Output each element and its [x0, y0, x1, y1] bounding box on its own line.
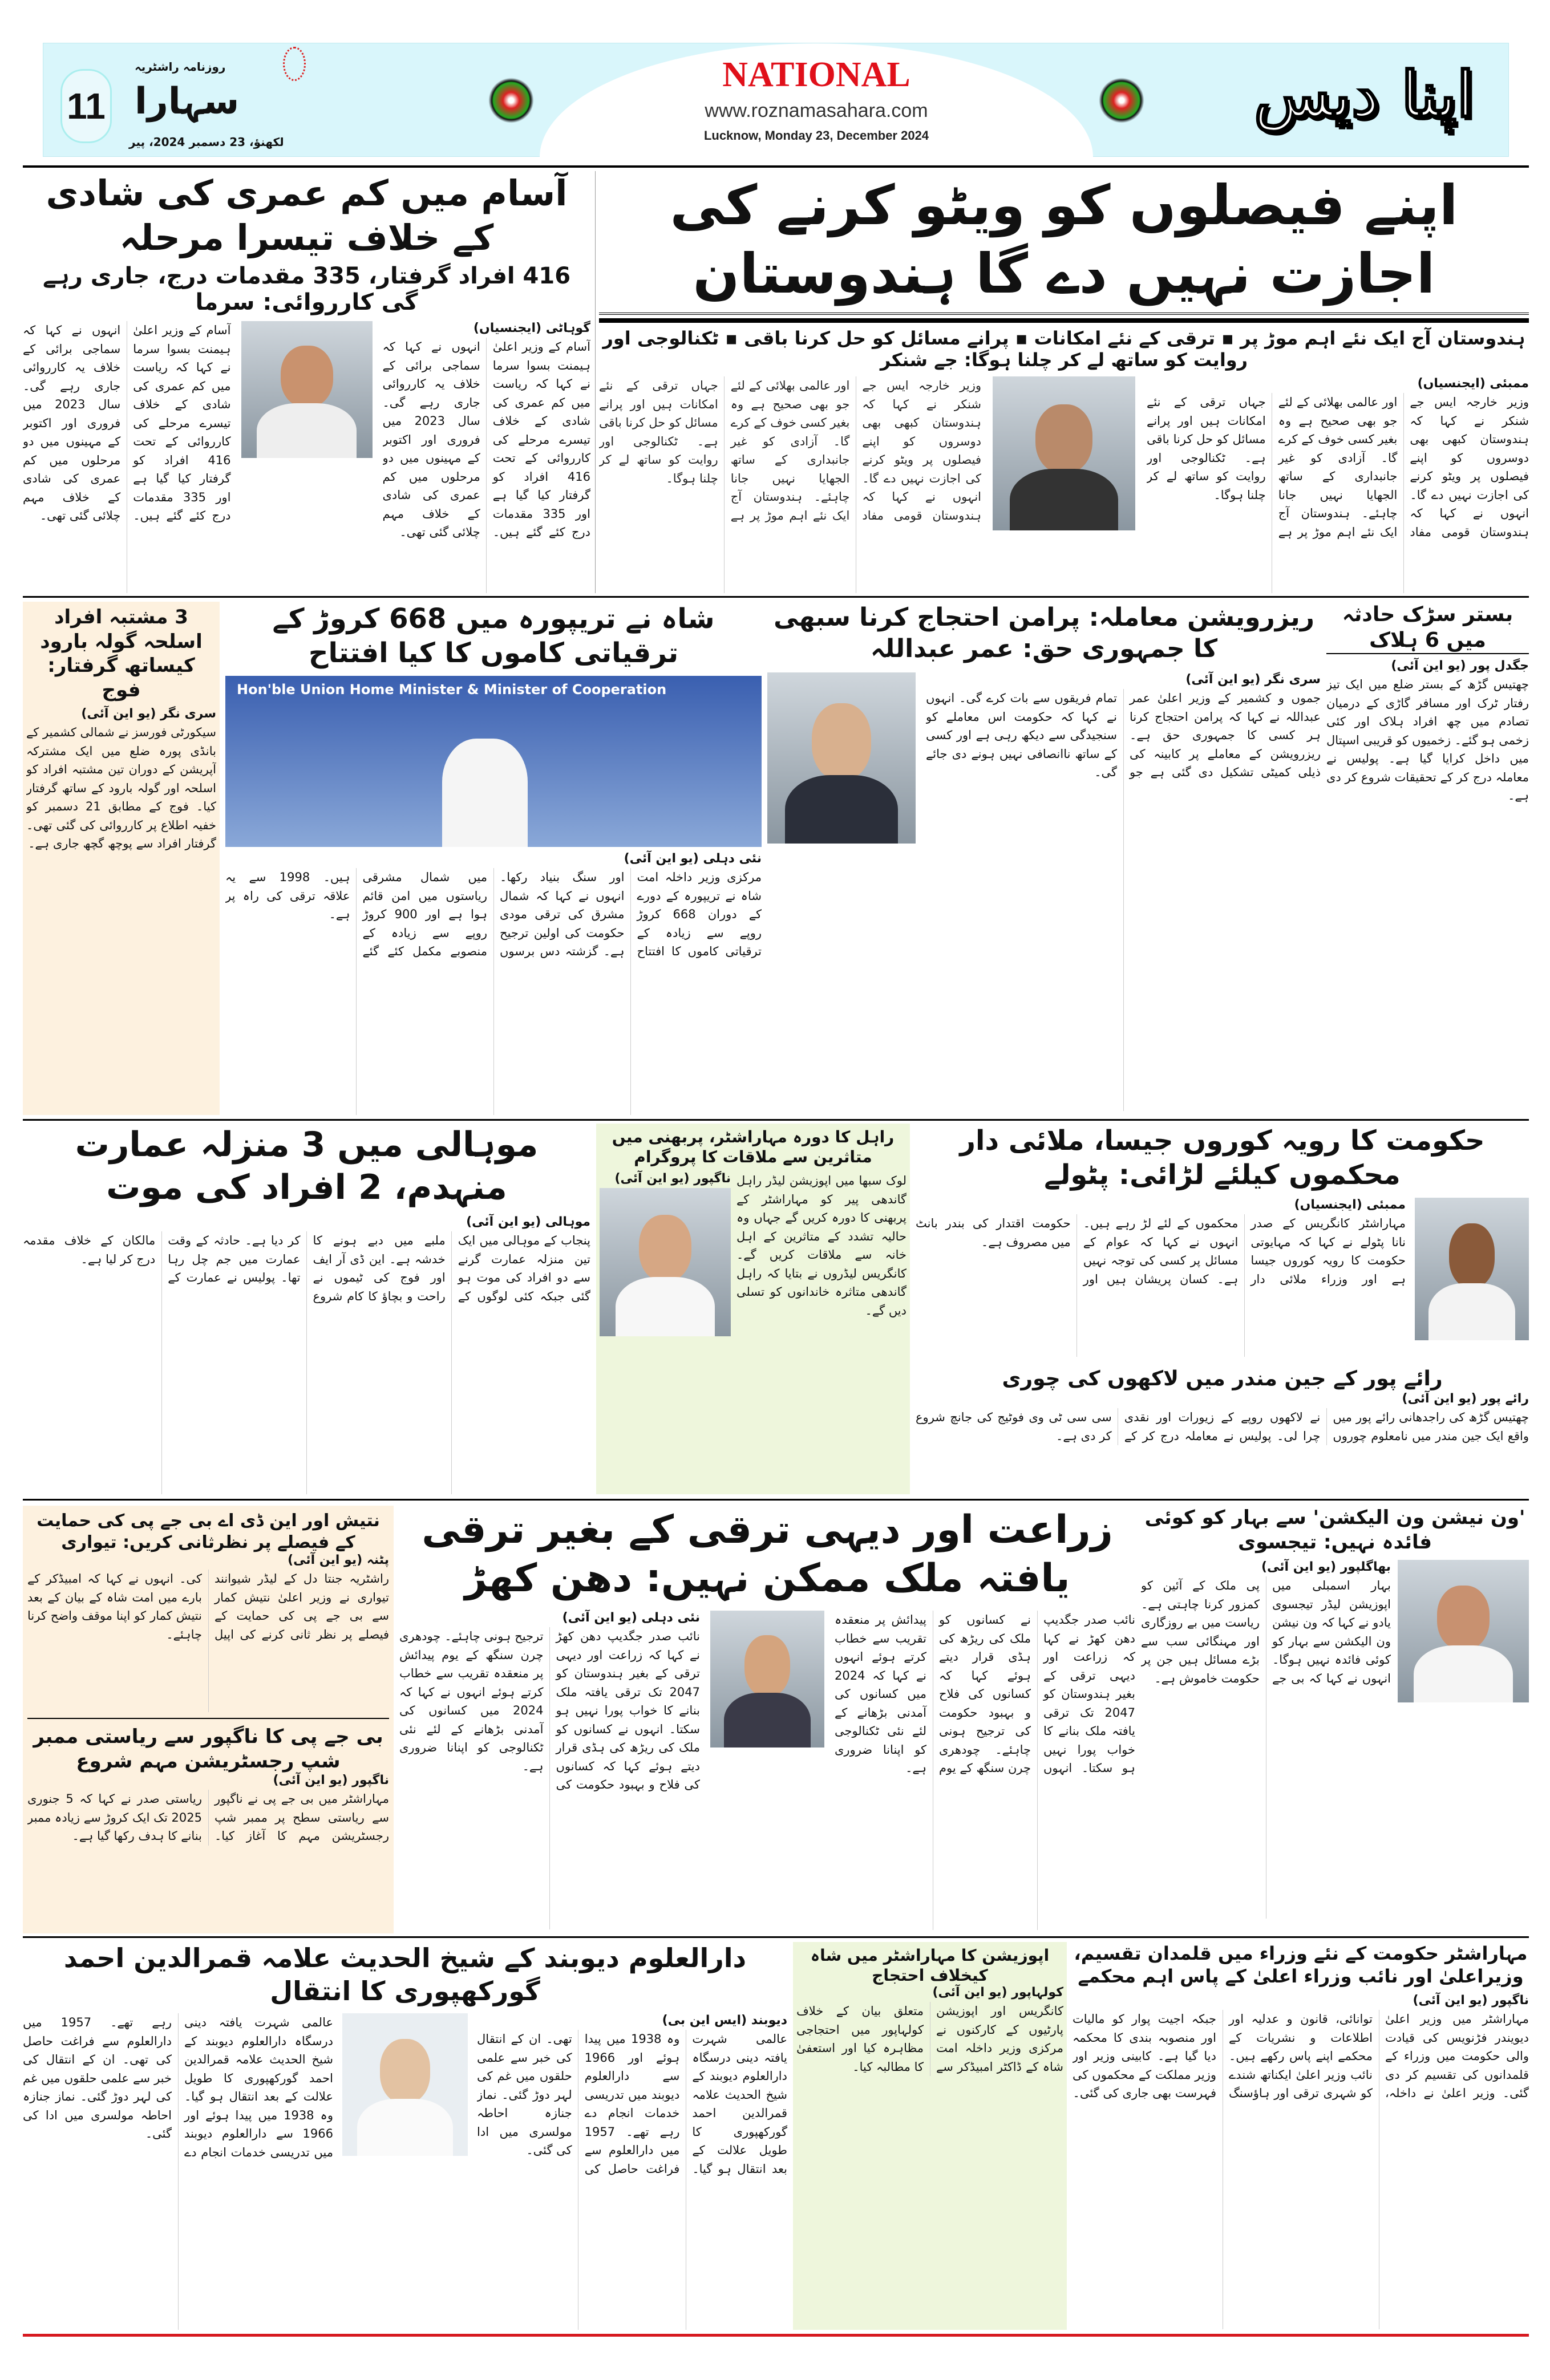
article-omar-abdullah	[767, 602, 1321, 1115]
dateline: دیوبند (ایس این بی)	[662, 2013, 787, 2028]
article-body-continued: عالمی شہرت یافتہ دینی درسگاہ دارالعلوم دیوبند کے شیخ الحدیث علامہ قمرالدین احمد گورکھپوری کا طویل علالت کے بعد انتقال ہو گیا۔ وہ 1938 میں پیدا ہوئے اور 1966 سے دارالعلوم دیوبند میں تدریسی خدمات انجام دے رہے تھے۔ 1957 میں دارالعلوم سے فراغت حاصل کی تھی۔ ان کے انتقال کی خبر سے علمی حلقوں میں غم کی لہر دوڑ گئی۔ نماز جنازہ احاطہ مولسری میں ادا کی گئی۔	[23, 2016, 333, 2159]
headline-raipur: رائے پور کے جین مندر میں لاکھوں کی چوری	[1002, 1367, 1443, 1390]
headline: نتیش اور این ڈی اے بی جے پی کی حمایت کے فیصلے پر نظرثانی کریں: تیواری	[37, 1511, 380, 1552]
headline: حکومت کا رویہ کوروں جیسا، ملائی دار محکموں کیلئے لڑائی: پٹولے	[960, 1125, 1485, 1191]
headline: اپنے فیصلوں کو ویٹو کرنے کی اجازت نہیں دے گا ہندوستان	[670, 173, 1458, 306]
article-dhankhar	[399, 1506, 1135, 1933]
masthead-dome	[540, 43, 1093, 157]
divider	[23, 165, 1529, 168]
dateline: ممبئی (ایجنسیاں)	[1294, 1198, 1406, 1212]
page-number: 11	[60, 69, 112, 143]
article-amit-shah-tripura	[225, 602, 762, 1115]
article-body-continued: وزیر خارجہ ایس جے شنکر نے کہا کہ ہندوستان کبھی بھی دوسروں کو اپنے فیصلوں پر ویٹو کرنے کی اجازت نہیں دے گا۔ انہوں نے کہا کہ ہندوستان قومی مفاد اور عالمی بھلائی کے لئے جو بھی صحیح ہے وہ بغیر کسی خوف کے کرے گا۔ آزادی کو غیر جانبداری کے ساتھ الجھایا نہیں جانا چاہئے۔ ہندوستان آج ایک نئے اہم موڑ پر ہے جہاں ترقی کے نئے امکانات ہیں اور پرانے مسائل کو حل کرنا باقی ہے۔ ٹکنالوجی اور روایت کو ساتھ لے کر چلنا ہوگا۔	[599, 379, 981, 522]
article-rahul-gandhi	[596, 1124, 910, 1494]
article-assam	[23, 171, 590, 593]
rahul-gandhi-photo	[600, 1188, 731, 1336]
anniversary-emblem-icon	[283, 47, 306, 81]
article-body: لوک سبھا میں اپوزیشن لیڈر راہل گاندھی پیر کو مہاراشٹر کے پربھنی کا دورہ کریں گے جہاں وہ حالیہ تشدد کے متاثرین کے اہل خانہ سے ملاقات کریں گے۔ کانگریس لیڈروں نے بتایا کہ راہل گاندھی متاثرہ خاندانوں کو تسلی دیں گے۔	[736, 1174, 906, 1317]
headline: موہالی میں 3 منزلہ عمارت منہدم، 2 افراد کی موت	[75, 1125, 539, 1207]
dateline-nagpur: ناگپور (یو این آئی)	[273, 1773, 389, 1787]
section-title-en: NATIONAL	[722, 55, 910, 94]
tejashwi-yadav-photo	[1398, 1560, 1529, 1702]
article-body: مہاراشٹر کانگریس کے صدر نانا پٹولے نے کہا کہ مہایوتی حکومت کا رویہ کوروں جیسا ہے اور وزراء ملائی دار محکموں کے لئے لڑ رہے ہیں۔ انہوں نے کہا کہ عوام کے مسائل پر کسی کی توجہ نہیں ہے۔ کسان پریشان ہیں اور حکومت اقتدار کی بندر بانٹ میں مصروف ہے۔	[916, 1217, 1406, 1286]
dateline-raipur: رائے پور (یو این آئی)	[1402, 1392, 1529, 1406]
nana-patole-photo	[1415, 1198, 1529, 1340]
dateline: ناگپور (یو این آئی)	[1413, 1993, 1529, 2008]
headline: بستر سڑک حادثہ میں 6 ہلاک	[1326, 602, 1529, 654]
headline: دارالعلوم دیوبند کے شیخ الحدیث علامہ قمرالدین احمد گورکھپوری کا انتقال	[63, 1943, 747, 2006]
article-body-continued: آسام کے وزیر اعلیٰ ہیمنت بسوا سرما نے کہا کہ ریاست میں کم عمری کی شادی کے خلاف تیسرے مرحلے کی کارروائی کے تحت 416 افراد کو گرفتار کیا گیا ہے اور 335 مقدمات درج کئے گئے ہیں۔ انہوں نے کہا کہ سماجی برائی کے خلاف یہ کارروائی جاری رہے گی۔ سال 2023 میں فروری اور اکتوبر کے مہینوں میں دو مرحلوں میں کم عمری کی شادی کے خلاف مہم چلائی گئی تھی۔	[23, 323, 231, 523]
dateline: سری نگر (یو این آئی)	[81, 707, 216, 721]
article-body: نائب صدر جگدیپ دھن کھڑ نے کہا کہ زراعت اور دیہی ترقی کے بغیر ہندوستان کو 2047 تک ترقی یافتہ ملک بنانے کا خواب پورا نہیں ہو سکتا۔ انہوں نے کسانوں کو ملک کی ریڑھ کی ہڈی قرار دیتے ہوئے کہا کہ کسانوں کی فلاح و بہبود حکومت کی ترجیح ہونی چاہئے۔ چودھری چرن سنگھ کے یوم پیدائش پر منعقدہ تقریب سے خطاب کرتے ہوئے انہوں نے کہا کہ 2024 میں کسانوں کی آمدنی بڑھانے کے لئے نئی ٹکنالوجی کو اپنانا ضروری ہے۔	[835, 1613, 1135, 1775]
headline: زراعت اور دیہی ترقی کے بغیر ترقی یافتہ ملک ممکن نہیں: دھن کھڑ	[422, 1507, 1113, 1601]
sunburst-icon	[1099, 78, 1144, 123]
article-body: مہاراشٹر میں وزیر اعلیٰ دیویندر فڑنویس کی قیادت والی حکومت میں وزراء کے قلمدانوں کی تقسیم کر دی گئی۔ وزیر اعلیٰ نے داخلہ، توانائی، قانون و عدلیہ اور اطلاعات و نشریات کے محکمے اپنے پاس رکھے ہیں۔ نائب وزیر اعلیٰ ایکناتھ شندے کو شہری ترقی اور ہاؤسنگ جبکہ اجیت پوار کو مالیات اور منصوبہ بندی کا محکمہ دیا گیا ہے۔ کابینی وزیر اور وزیر مملکت کے محکموں کی فہرست بھی جاری کی گئی۔	[1073, 2012, 1529, 2101]
paper-logo: سہارا	[135, 80, 240, 123]
divider	[23, 1936, 1529, 1938]
person	[442, 739, 528, 847]
article-suspects-arrested	[23, 602, 220, 1115]
dateline: کولہاپور (یو این آئی)	[932, 1985, 1063, 2000]
dateline: موہالی (یو این آئی)	[466, 1215, 590, 1229]
masthead	[43, 43, 1509, 157]
divider	[23, 1119, 1529, 1121]
dateline: ناگپور (یو این آئی)	[614, 1171, 731, 1186]
sunburst-icon	[488, 78, 534, 123]
section-title-ur: اپنا دیس	[1253, 58, 1474, 131]
article-deoband	[23, 1942, 787, 2330]
headline: ریزرویشن معاملہ: پرامن احتجاج کرنا سبھی کا جمہوری حق: عمر عبداللہ	[774, 603, 1314, 663]
qamaruddin-photo	[342, 2013, 468, 2156]
headline: آسام میں کم عمری کی شادی کے خلاف تیسرا مرحلہ	[46, 172, 568, 258]
article-body: بہار اسمبلی میں اپوزیشن لیڈر تیجسوی یادو نے کہا کہ ون نیشن ون الیکشن سے بہار کو کوئی فائدہ نہیں ہوگا۔ انہوں نے کہا کہ بی جے پی ملک کے آئین کو کمزور کرنا چاہتی ہے۔ ریاست میں بے روزگاری اور مہنگائی سب سے بڑے مسائل ہیں جن پر حکومت خاموش ہے۔	[1141, 1579, 1391, 1685]
dateline: گوہاٹی (ایجنسیاں)	[473, 321, 590, 335]
article-body: جموں و کشمیر کے وزیر اعلیٰ عمر عبداللہ نے کہا کہ پرامن احتجاج کرنا ہر کسی کا جمہوری حق ہے۔ ریزرویشن کے معاملے پر کابینہ کی ذیلی کمیٹی تشکیل دی گئی ہے جو تمام فریقوں سے بات کرے گی۔ انہوں نے کہا کہ حکومت اس معاملے کو سنجیدگی سے دیکھ رہی ہے اور کسی کے ساتھ ناانصافی نہیں ہونے دی جائے گی۔	[926, 691, 1321, 780]
dateline: ممبئی (ایجنسیاں)	[1417, 376, 1529, 391]
column-divider	[595, 171, 596, 593]
article-maharashtra-portfolios	[1073, 1942, 1529, 2330]
article-body: چھتیس گڑھ کے بستر ضلع میں ایک تیز رفتار ٹرک اور مسافر گاڑی کے درمیان تصادم میں چھ افراد ہلاک اور کئی زخمی ہو گئے۔ زخمیوں کو قریبی اسپتال میں داخل کرایا گیا ہے۔ پولیس نے معاملہ درج کر کے تحقیقات شروع کر دی ہے۔	[1326, 678, 1529, 803]
article-body: سیکورٹی فورسز نے شمالی کشمیر کے بانڈی پورہ ضلع میں ایک مشترکہ آپریشن کے دوران تین مشتبہ افراد کو اسلحہ اور گولہ بارود کے ساتھ گرفتار کیا۔ فوج کے مطابق 21 دسمبر کو خفیہ اطلاع پر کارروائی کی گئی تھی۔ گرفتار افراد سے پوچھ گچھ جاری ہے۔	[26, 725, 216, 851]
article-body: پنجاب کے موہالی میں ایک تین منزلہ عمارت گرنے سے دو افراد کی موت ہو گئی جبکہ کئی لوگوں کے ملبے میں دبے ہونے کا خدشہ ہے۔ این ڈی آر ایف اور فوج کی ٹیموں نے راحت و بچاؤ کا کام شروع کر دیا ہے۔ حادثہ کے وقت عمارت میں جم چل رہا تھا۔ پولیس نے عمارت کے مالکان کے خلاف مقدمہ درج کر لیا ہے۔	[23, 1234, 590, 1303]
omar-abdullah-photo	[767, 672, 916, 844]
paper-tagline: روزنامہ راشٹریہ	[135, 60, 226, 74]
dhankhar-photo	[710, 1611, 824, 1748]
article-body: عالمی شہرت یافتہ دینی درسگاہ دارالعلوم دیوبند کے شیخ الحدیث علامہ قمرالدین احمد گورکھپوری کا طویل علالت کے بعد انتقال ہو گیا۔ وہ 1938 میں پیدا ہوئے اور 1966 سے دارالعلوم دیوبند میں تدریسی خدمات انجام دے رہے تھے۔ 1957 میں دارالعلوم سے فراغت حاصل کی تھی۔ ان کے انتقال کی خبر سے علمی حلقوں میں غم کی لہر دوڑ گئی۔ نماز جنازہ احاطہ مولسری میں ادا کی گئی۔	[477, 2032, 787, 2176]
bottom-rule	[23, 2334, 1529, 2337]
article-jaishankar	[599, 171, 1529, 593]
dateline: سری نگر (یو این آئی)	[1185, 672, 1321, 687]
article-body-continued: نائب صدر جگدیپ دھن کھڑ نے کہا کہ زراعت اور دیہی ترقی کے بغیر ہندوستان کو 2047 تک ترقی یافتہ ملک بنانے کا خواب پورا نہیں ہو سکتا۔ انہوں نے کسانوں کو ملک کی ریڑھ کی ہڈی قرار دیتے ہوئے کہا کہ کسانوں کی فلاح و بہبود حکومت کی ترجیح ہونی چاہئے۔ چودھری چرن سنگھ کے یوم پیدائش پر منعقدہ تقریب سے خطاب کرتے ہوئے انہوں نے کہا کہ 2024 میں کسانوں کی آمدنی بڑھانے کے لئے نئی ٹکنالوجی کو اپنانا ضروری ہے۔	[399, 1629, 700, 1792]
article-mohali-collapse	[23, 1124, 590, 1494]
article-body: راشٹریہ جنتا دل کے لیڈر شیوانند تیواری نے وزیر اعلیٰ نتیش کمار سے بی جے پی کی حمایت کے فیصلے پر نظر ثانی کرنے کی اپیل کی۔ انہوں نے کہا کہ امبیڈکر کے بارے میں امت شاہ کے بیان کے بعد نتیش کمار کو اپنا موقف واضح کرنا چاہئے۔	[27, 1572, 389, 1641]
article-body: مرکزی وزیر داخلہ امت شاہ نے تریپورہ کے دورے کے دوران 668 کروڑ روپے سے زیادہ کے ترقیاتی کاموں کا افتتاح اور سنگ بنیاد رکھا۔ انہوں نے کہا کہ شمال مشرق کی ترقی مودی حکومت کی اولین ترجیح ہے۔ گزشتہ دس برسوں میں شمال مشرقی ریاستوں میں امن قائم ہوا ہے اور 900 کروڑ روپے سے زیادہ کے منصوبے مکمل کئے گئے ہیں۔ 1998 سے یہ علاقہ ترقی کی راہ پر ہے۔	[225, 870, 762, 959]
dateline: پٹنہ (یو این آئی)	[288, 1553, 389, 1567]
article-nitish-tiwari	[23, 1506, 394, 1933]
headline-nagpur: بی جے پی کا ناگپور سے ریاستی ممبر شپ رجسٹریشن مہم شروع	[33, 1725, 383, 1773]
dateline: جگدل پور (یو این آئی)	[1391, 659, 1529, 673]
divider	[23, 596, 1529, 598]
himanta-sarma-photo	[241, 321, 373, 458]
article-body-raipur: چھتیس گڑھ کی راجدھانی رائے پور میں واقع ایک جین مندر میں نامعلوم چوروں نے لاکھوں روپے کے زیورات اور نقدی چرا لی۔ پولیس نے معاملہ درج کر کے سی سی ٹی وی فوٹیج کی جانچ شروع کر دی ہے۔	[916, 1410, 1529, 1443]
dateline: نئی دہلی (یو این آئی)	[624, 852, 762, 866]
article-body: کانگریس اور اپوزیشن پارٹیوں کے کارکنوں نے مرکزی وزیر داخلہ امت شاہ کے ڈاکٹر امبیڈکر سے متعلق بیان کے خلاف کولہاپور میں احتجاجی مظاہرہ کیا اور استعفیٰ کا مطالبہ کیا۔	[796, 2004, 1063, 2074]
dateline: نئی دہلی (یو این آئی)	[562, 1611, 700, 1625]
headline: راہل کا دورہ مہاراشٹر، پربھنی میں متاثرین سے ملاقات کا پروگرام	[612, 1128, 895, 1166]
article-body-nagpur: مہاراشٹر میں بی جے پی نے ناگپور سے ریاستی سطح پر ممبر شپ رجسٹریشن مہم کا آغاز کیا۔ ریاستی صدر نے کہا کہ 5 جنوری 2025 تک ایک کروڑ سے زیادہ ممبر بنانے کا ہدف رکھا گیا ہے۔	[27, 1792, 389, 1843]
headline: 'ون نیشن ون الیکشن' سے بہار کو کوئی فائدہ نہیں: تیجسوی	[1144, 1506, 1525, 1554]
headline: 3 مشتبہ افراد اسلحہ گولہ بارود کیساتھ گرفتار: فوج	[40, 606, 203, 702]
headline: مہاراشٹر حکومت کے نئے وزراء میں قلمدان تقسیم، وزیراعلیٰ اور نائب وزراء اعلیٰ کے پاس اہم محکمے	[1074, 1943, 1528, 1987]
article-patole	[916, 1124, 1529, 1494]
subheadline: 416 افراد گرفتار، 335 مقدمات درج، جاری رہے گی کارروائی: سرما	[42, 263, 571, 315]
article-body: آسام کے وزیر اعلیٰ ہیمنت بسوا سرما نے کہا کہ ریاست میں کم عمری کی شادی کے خلاف تیسرے مرحلے کی کارروائی کے تحت 416 افراد کو گرفتار کیا گیا ہے اور 335 مقدمات درج کئے گئے ہیں۔ انہوں نے کہا کہ سماجی برائی کے خلاف یہ کارروائی جاری رہے گی۔ سال 2023 میں فروری اور اکتوبر کے مہینوں میں دو مرحلوں میں کم عمری کی شادی کے خلاف مہم چلائی گئی تھی۔	[382, 340, 590, 540]
jaishankar-photo	[993, 376, 1135, 530]
amit-shah-event-photo	[225, 676, 762, 847]
article-road-accident	[1326, 602, 1529, 1115]
article-body: وزیر خارجہ ایس جے شنکر نے کہا کہ ہندوستان کبھی بھی دوسروں کو اپنے فیصلوں پر ویٹو کرنے کی اجازت نہیں دے گا۔ انہوں نے کہا کہ ہندوستان قومی مفاد اور عالمی بھلائی کے لئے جو بھی صحیح ہے وہ بغیر کسی خوف کے کرے گا۔ آزادی کو غیر جانبداری کے ساتھ الجھایا نہیں جانا چاہئے۔ ہندوستان آج ایک نئے اہم موڑ پر ہے جہاں ترقی کے نئے امکانات ہیں اور پرانے مسائل کو حل کرنا باقی ہے۔ ٹکنالوجی اور روایت کو ساتھ لے کر چلنا ہوگا۔	[1147, 395, 1529, 539]
headline: اپوزیشن کا مہاراشٹر میں شاہ کیخلاف احتجاج	[810, 1946, 1050, 1985]
article-kolhapur-protest	[793, 1942, 1067, 2330]
website-link[interactable]: www.roznamasahara.com	[705, 100, 928, 121]
article-tejashwi	[1141, 1506, 1529, 1933]
urdu-date: لکھنؤ، 23 دسمبر 2024، پیر	[129, 135, 284, 149]
divider	[23, 1499, 1529, 1501]
date-line: Lucknow, Monday 23, December 2024	[703, 128, 929, 143]
banner-text: Hon'ble Union Home Minister & Minister of Cooperation	[237, 682, 667, 698]
headline: شاہ نے تریپورہ میں 668 کروڑ کے ترقیاتی کاموں کا کیا افتتاح	[272, 603, 715, 669]
dateline: بھاگلپور (یو این آئی)	[1261, 1560, 1391, 1574]
subheadline: ہندوستان آج ایک نئے اہم موڑ پر ▪ ترقی کے نئے امکانات ▪ پرانے مسائل کو حل کرنا باقی ▪ ٹکنالوجی اور روایت کو ساتھ لے کر چلنا ہوگا: جے شنکر	[602, 327, 1525, 371]
